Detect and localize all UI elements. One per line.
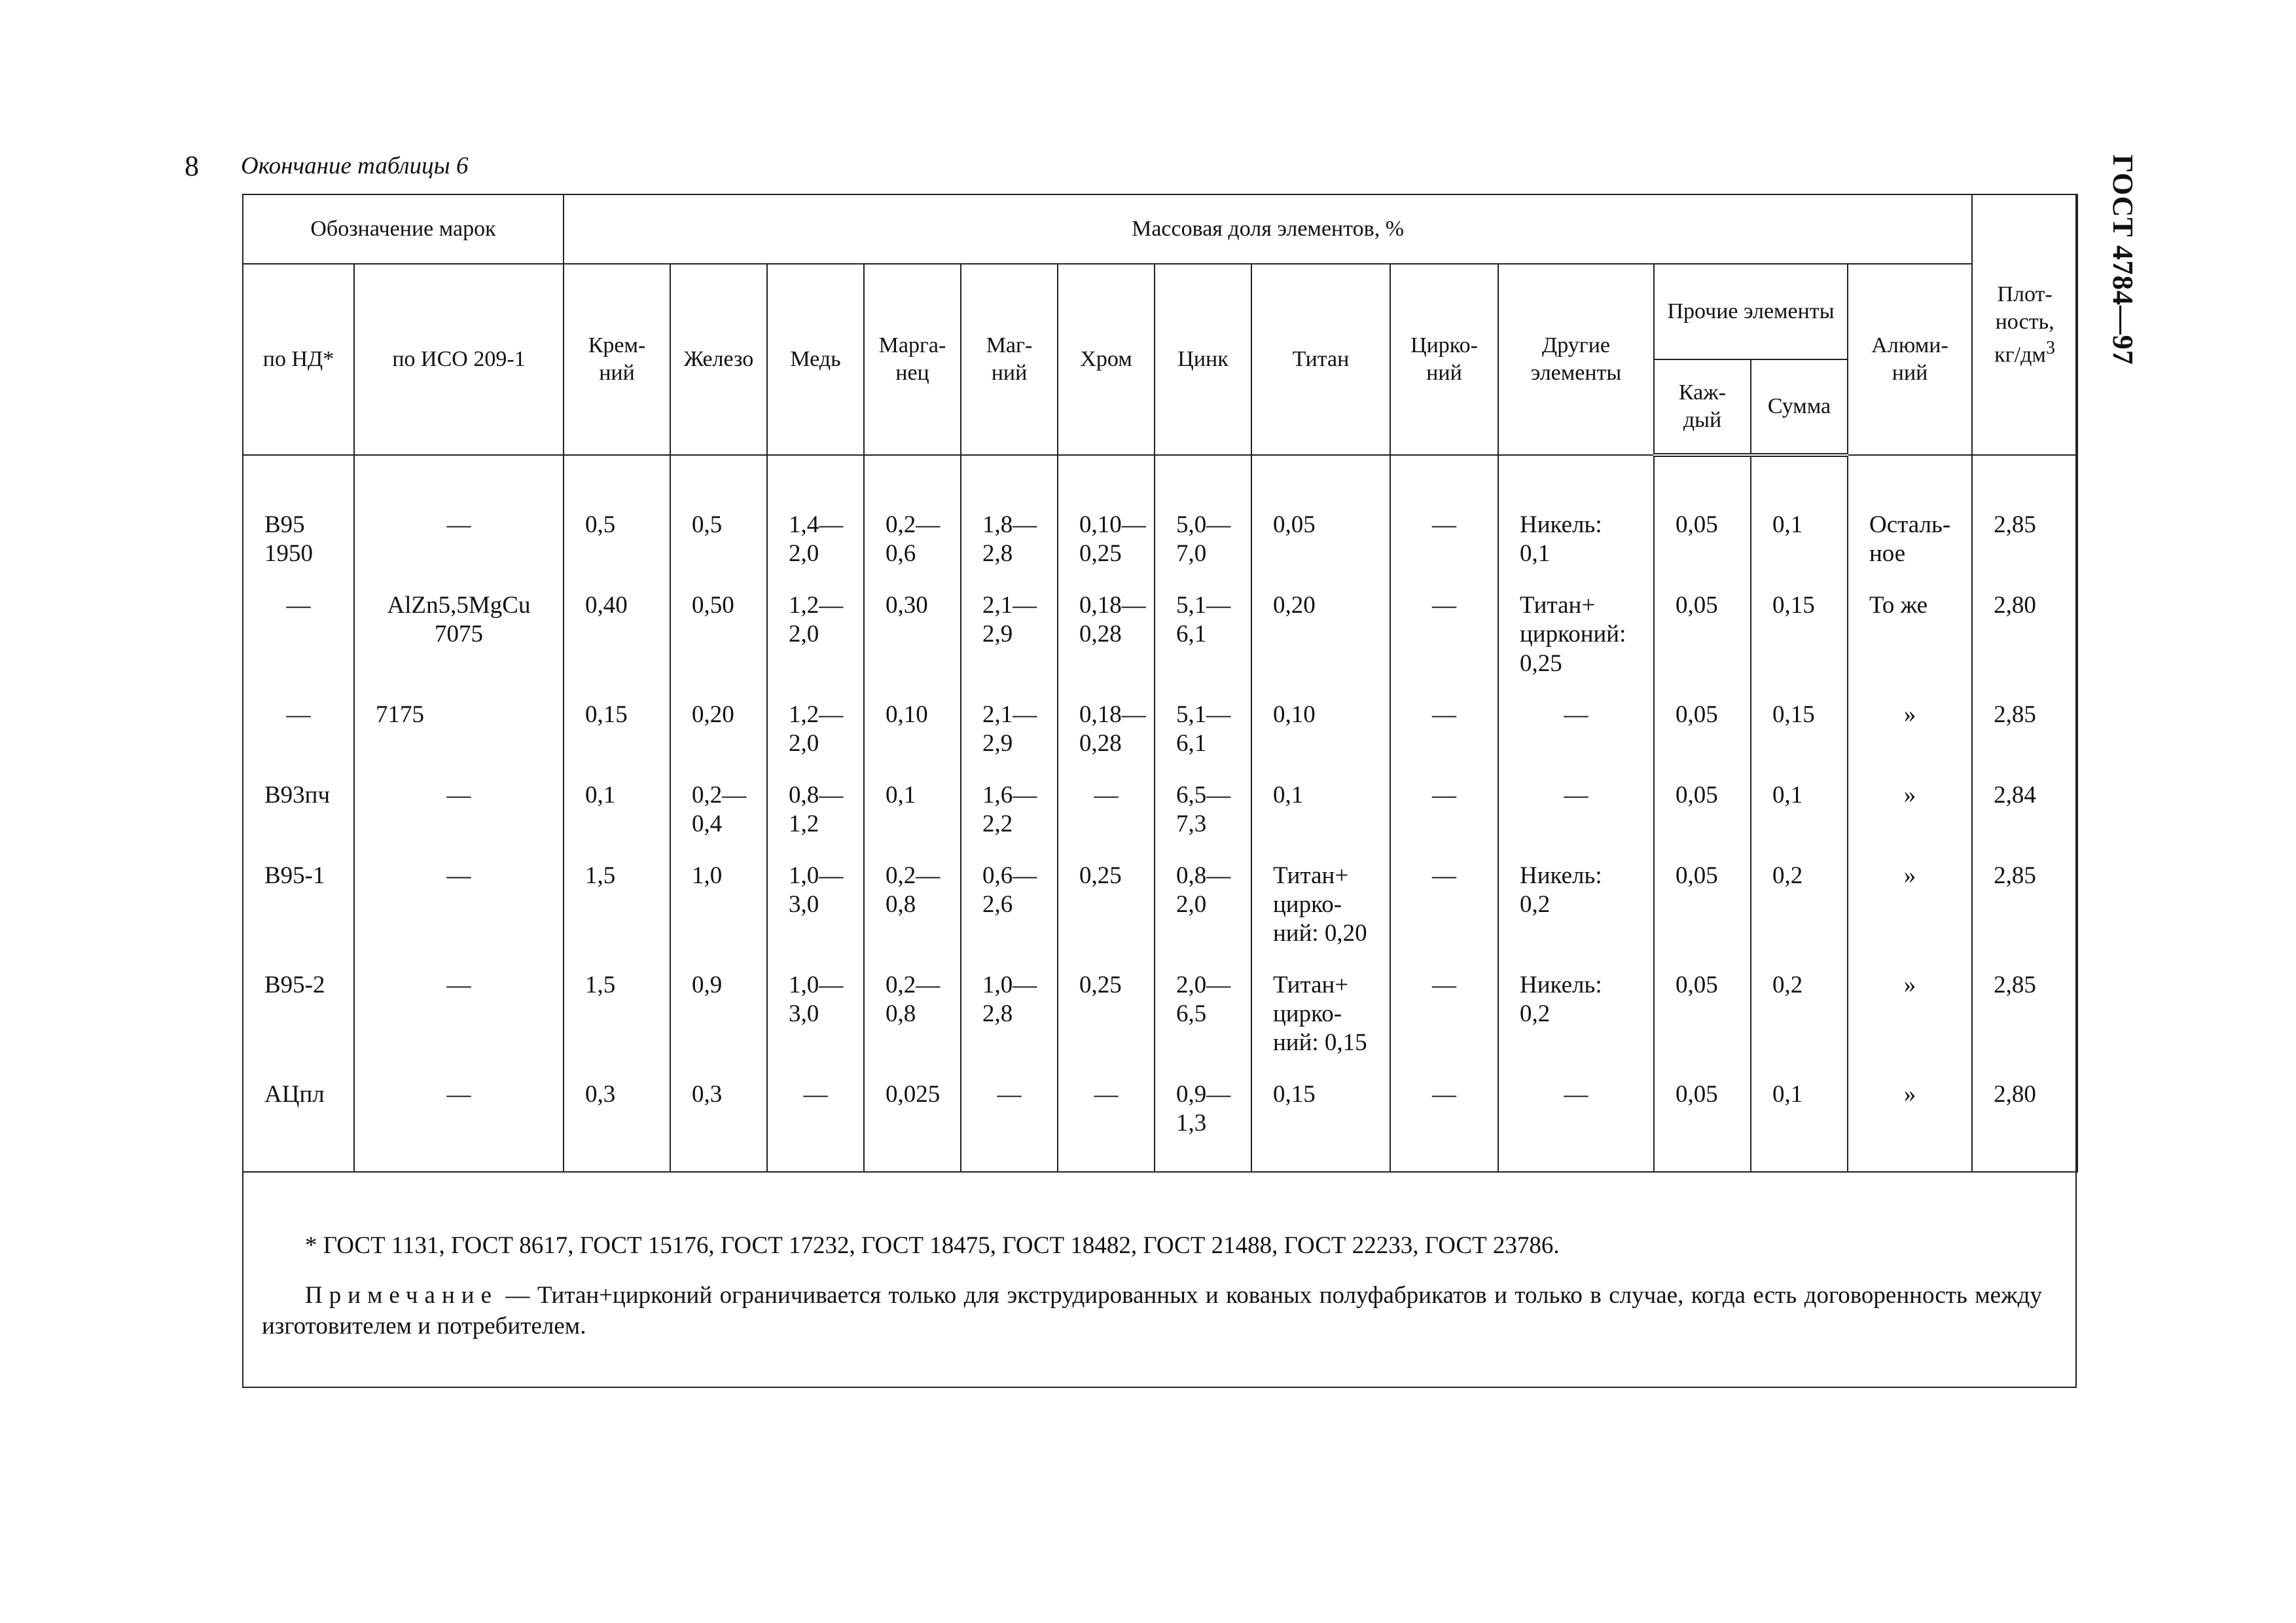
cell-fe: 1,0 — [670, 862, 767, 971]
cell-cu: 1,4— 2,0 — [767, 511, 864, 591]
cell-cr: — — [1058, 1080, 1155, 1172]
cell-each: 0,05 — [1654, 781, 1751, 862]
cell-cu: 1,0— 3,0 — [767, 971, 864, 1080]
cell-al: То же — [1848, 591, 1972, 701]
table-row — [243, 511, 2077, 591]
other-elements-header: Прочие элементы — [1654, 264, 1848, 359]
remark — [262, 1281, 2042, 1341]
cell-each: 0,05 — [1654, 1080, 1751, 1172]
cell-nd: В95 1950 — [243, 511, 354, 591]
cell-zr: — — [1390, 1080, 1498, 1172]
table-row — [243, 701, 2077, 781]
cell-si: 1,5 — [564, 971, 670, 1080]
cell-each: 0,05 — [1654, 511, 1751, 591]
col-ti-header: Титан — [1251, 264, 1390, 455]
cell-si: 0,40 — [564, 591, 670, 701]
mass-fraction-header: Массовая доля элементов, % — [564, 194, 1972, 264]
cell-zr: — — [1390, 781, 1498, 862]
cell-mn: 0,2— 0,6 — [864, 511, 961, 591]
cell-mg: 1,0— 2,8 — [961, 971, 1058, 1080]
cell-cu: — — [767, 1080, 864, 1172]
col-zr-header: Цирко- ний — [1390, 264, 1498, 455]
cell-mn: 0,30 — [864, 591, 961, 701]
remark-label: Примечание — [305, 1282, 498, 1309]
cell-density: 2,85 — [1972, 971, 2077, 1080]
cell-zr: — — [1390, 701, 1498, 781]
cell-zn: 2,0— 6,5 — [1155, 971, 1251, 1080]
cell-ti: 0,05 — [1251, 511, 1390, 591]
table-notes — [262, 1231, 2042, 1341]
cell-nd: В93пч — [243, 781, 354, 862]
cell-ti: Титан+ цирко- ний: 0,20 — [1251, 862, 1390, 971]
cell-sum: 0,2 — [1751, 862, 1848, 971]
table-row — [243, 971, 2077, 1080]
col-others-header: Другие элементы — [1498, 264, 1654, 455]
cell-density: 2,80 — [1972, 1080, 2077, 1172]
cell-mn: 0,2— 0,8 — [864, 971, 961, 1080]
cell-fe: 0,20 — [670, 701, 767, 781]
cell-si: 0,5 — [564, 511, 670, 591]
cell-zn: 0,9— 1,3 — [1155, 1080, 1251, 1172]
cell-mg: 0,6— 2,6 — [961, 862, 1058, 971]
cell-others: — — [1498, 781, 1654, 862]
cell-iso: — — [354, 781, 564, 862]
cell-fe: 0,9 — [670, 971, 767, 1080]
cell-density: 2,84 — [1972, 781, 2077, 862]
cell-al: » — [1848, 971, 1972, 1080]
cell-sum: 0,1 — [1751, 1080, 1848, 1172]
cell-iso: 7175 — [354, 701, 564, 781]
grade-group-header: Обозначение марок — [243, 194, 564, 264]
footnote: * ГОСТ 1131, ГОСТ 8617, ГОСТ 15176, ГОСТ 17232, ГОСТ 18475, ГОСТ 18482, ГОСТ 21488, ГОСТ 22233, ГОСТ 23786. — [305, 1232, 1560, 1259]
cell-si: 0,1 — [564, 781, 670, 862]
col-mn-header: Марга- нец — [864, 264, 961, 455]
cell-nd: АЦпл — [243, 1080, 354, 1172]
cell-cr: 0,25 — [1058, 971, 1155, 1080]
col-cr-header: Хром — [1058, 264, 1155, 455]
cell-density: 2,85 — [1972, 511, 2077, 591]
col-fe-header: Железо — [670, 264, 767, 455]
cell-zn: 5,0— 7,0 — [1155, 511, 1251, 591]
cell-cr: 0,10— 0,25 — [1058, 511, 1155, 591]
cell-mg: 1,8— 2,8 — [961, 511, 1058, 591]
cell-cu: 1,2— 2,0 — [767, 591, 864, 701]
cell-zr: — — [1390, 862, 1498, 971]
composition-table — [242, 194, 2078, 1173]
cell-zn: 5,1— 6,1 — [1155, 701, 1251, 781]
cell-others: Никель: 0,2 — [1498, 862, 1654, 971]
cell-ti: 0,1 — [1251, 781, 1390, 862]
col-sum-header: Сумма — [1751, 359, 1848, 455]
page-number: 8 — [185, 150, 199, 182]
col-mg-header: Маг- ний — [961, 264, 1058, 455]
cell-mg: 1,6— 2,2 — [961, 781, 1058, 862]
cell-al: » — [1848, 701, 1972, 781]
cell-density: 2,85 — [1972, 701, 2077, 781]
cell-zr: — — [1390, 971, 1498, 1080]
cell-sum: 0,1 — [1751, 781, 1848, 862]
density-header: Плот-ность, $кг/дм^3$ — [1972, 194, 2077, 455]
cell-fe: 0,50 — [670, 591, 767, 701]
cell-zn: 6,5— 7,3 — [1155, 781, 1251, 862]
cell-ti: 0,10 — [1251, 701, 1390, 781]
table-row — [243, 781, 2077, 862]
cell-iso: — — [354, 511, 564, 591]
cell-mn: 0,1 — [864, 781, 961, 862]
cell-sum: 0,1 — [1751, 511, 1848, 591]
cell-mg: 2,1— 2,9 — [961, 701, 1058, 781]
cell-cr: 0,25 — [1058, 862, 1155, 971]
cell-cr: — — [1058, 781, 1155, 862]
cell-others: — — [1498, 1080, 1654, 1172]
table-caption: Окончание таблицы 6 — [241, 153, 469, 179]
table-row — [243, 862, 2077, 971]
cell-density: 2,85 — [1972, 862, 2077, 971]
cell-fe: 0,3 — [670, 1080, 767, 1172]
cell-si: 1,5 — [564, 862, 670, 971]
cell-iso: — — [354, 1080, 564, 1172]
cell-al: Осталь- ное — [1848, 511, 1972, 591]
cell-others: Никель: 0,1 — [1498, 511, 1654, 591]
cell-sum: 0,15 — [1751, 701, 1848, 781]
cell-nd: В95-1 — [243, 862, 354, 971]
cell-iso: AlZn5,5MgCu 7075 — [354, 591, 564, 701]
cell-fe: 0,5 — [670, 511, 767, 591]
cell-cr: 0,18— 0,28 — [1058, 701, 1155, 781]
remark-text: — Титан+цирконий ограничивается только для экструдированных и кованых полуфабрикатов и только в случае, когда есть договоренность между изготовителем и потребителем. — [262, 1282, 2042, 1340]
col-each-header: Каж- дый — [1654, 359, 1751, 455]
col-al-header: Алюми- ний — [1848, 264, 1972, 455]
cell-cu: 1,0— 3,0 — [767, 862, 864, 971]
cell-sum: 0,15 — [1751, 591, 1848, 701]
cell-nd: В95-2 — [243, 971, 354, 1080]
col-si-header: Крем- ний — [564, 264, 670, 455]
standard-title: ГОСТ 4784—97 — [2107, 155, 2139, 365]
cell-others: Титан+ цирконий: 0,25 — [1498, 591, 1654, 701]
cell-al: » — [1848, 1080, 1972, 1172]
cell-iso: — — [354, 862, 564, 971]
cell-cr: 0,18— 0,28 — [1058, 591, 1155, 701]
cell-density: 2,80 — [1972, 591, 2077, 701]
cell-al: » — [1848, 781, 1972, 862]
cell-fe: 0,2— 0,4 — [670, 781, 767, 862]
table-row — [243, 1080, 2077, 1172]
table-row — [243, 591, 2077, 701]
cell-others: — — [1498, 701, 1654, 781]
cell-ti: 0,15 — [1251, 1080, 1390, 1172]
cell-cu: 1,2— 2,0 — [767, 701, 864, 781]
cell-mg: 2,1— 2,9 — [961, 591, 1058, 701]
cell-mn: 0,025 — [864, 1080, 961, 1172]
col-zn-header: Цинк — [1155, 264, 1251, 455]
cell-mn: 0,10 — [864, 701, 961, 781]
cell-nd: — — [243, 701, 354, 781]
cell-al: » — [1848, 862, 1972, 971]
cell-mn: 0,2— 0,8 — [864, 862, 961, 971]
cell-each: 0,05 — [1654, 862, 1751, 971]
cell-others: Никель: 0,2 — [1498, 971, 1654, 1080]
cell-each: 0,05 — [1654, 971, 1751, 1080]
cell-si: 0,15 — [564, 701, 670, 781]
cell-each: 0,05 — [1654, 701, 1751, 781]
col-iso-header: по ИСО 209-1 — [354, 264, 564, 455]
cell-si: 0,3 — [564, 1080, 670, 1172]
cell-iso: — — [354, 971, 564, 1080]
cell-ti: Титан+ цирко- ний: 0,15 — [1251, 971, 1390, 1080]
cell-zn: 5,1— 6,1 — [1155, 591, 1251, 701]
cell-sum: 0,2 — [1751, 971, 1848, 1080]
cell-nd: — — [243, 591, 354, 701]
cell-each: 0,05 — [1654, 591, 1751, 701]
cell-zr: — — [1390, 511, 1498, 591]
cell-cu: 0,8— 1,2 — [767, 781, 864, 862]
cell-zn: 0,8— 2,0 — [1155, 862, 1251, 971]
cell-zr: — — [1390, 591, 1498, 701]
cell-ti: 0,20 — [1251, 591, 1390, 701]
cell-mg: — — [961, 1080, 1058, 1172]
col-nd-header: по НД* — [243, 264, 354, 455]
col-cu-header: Медь — [767, 264, 864, 455]
